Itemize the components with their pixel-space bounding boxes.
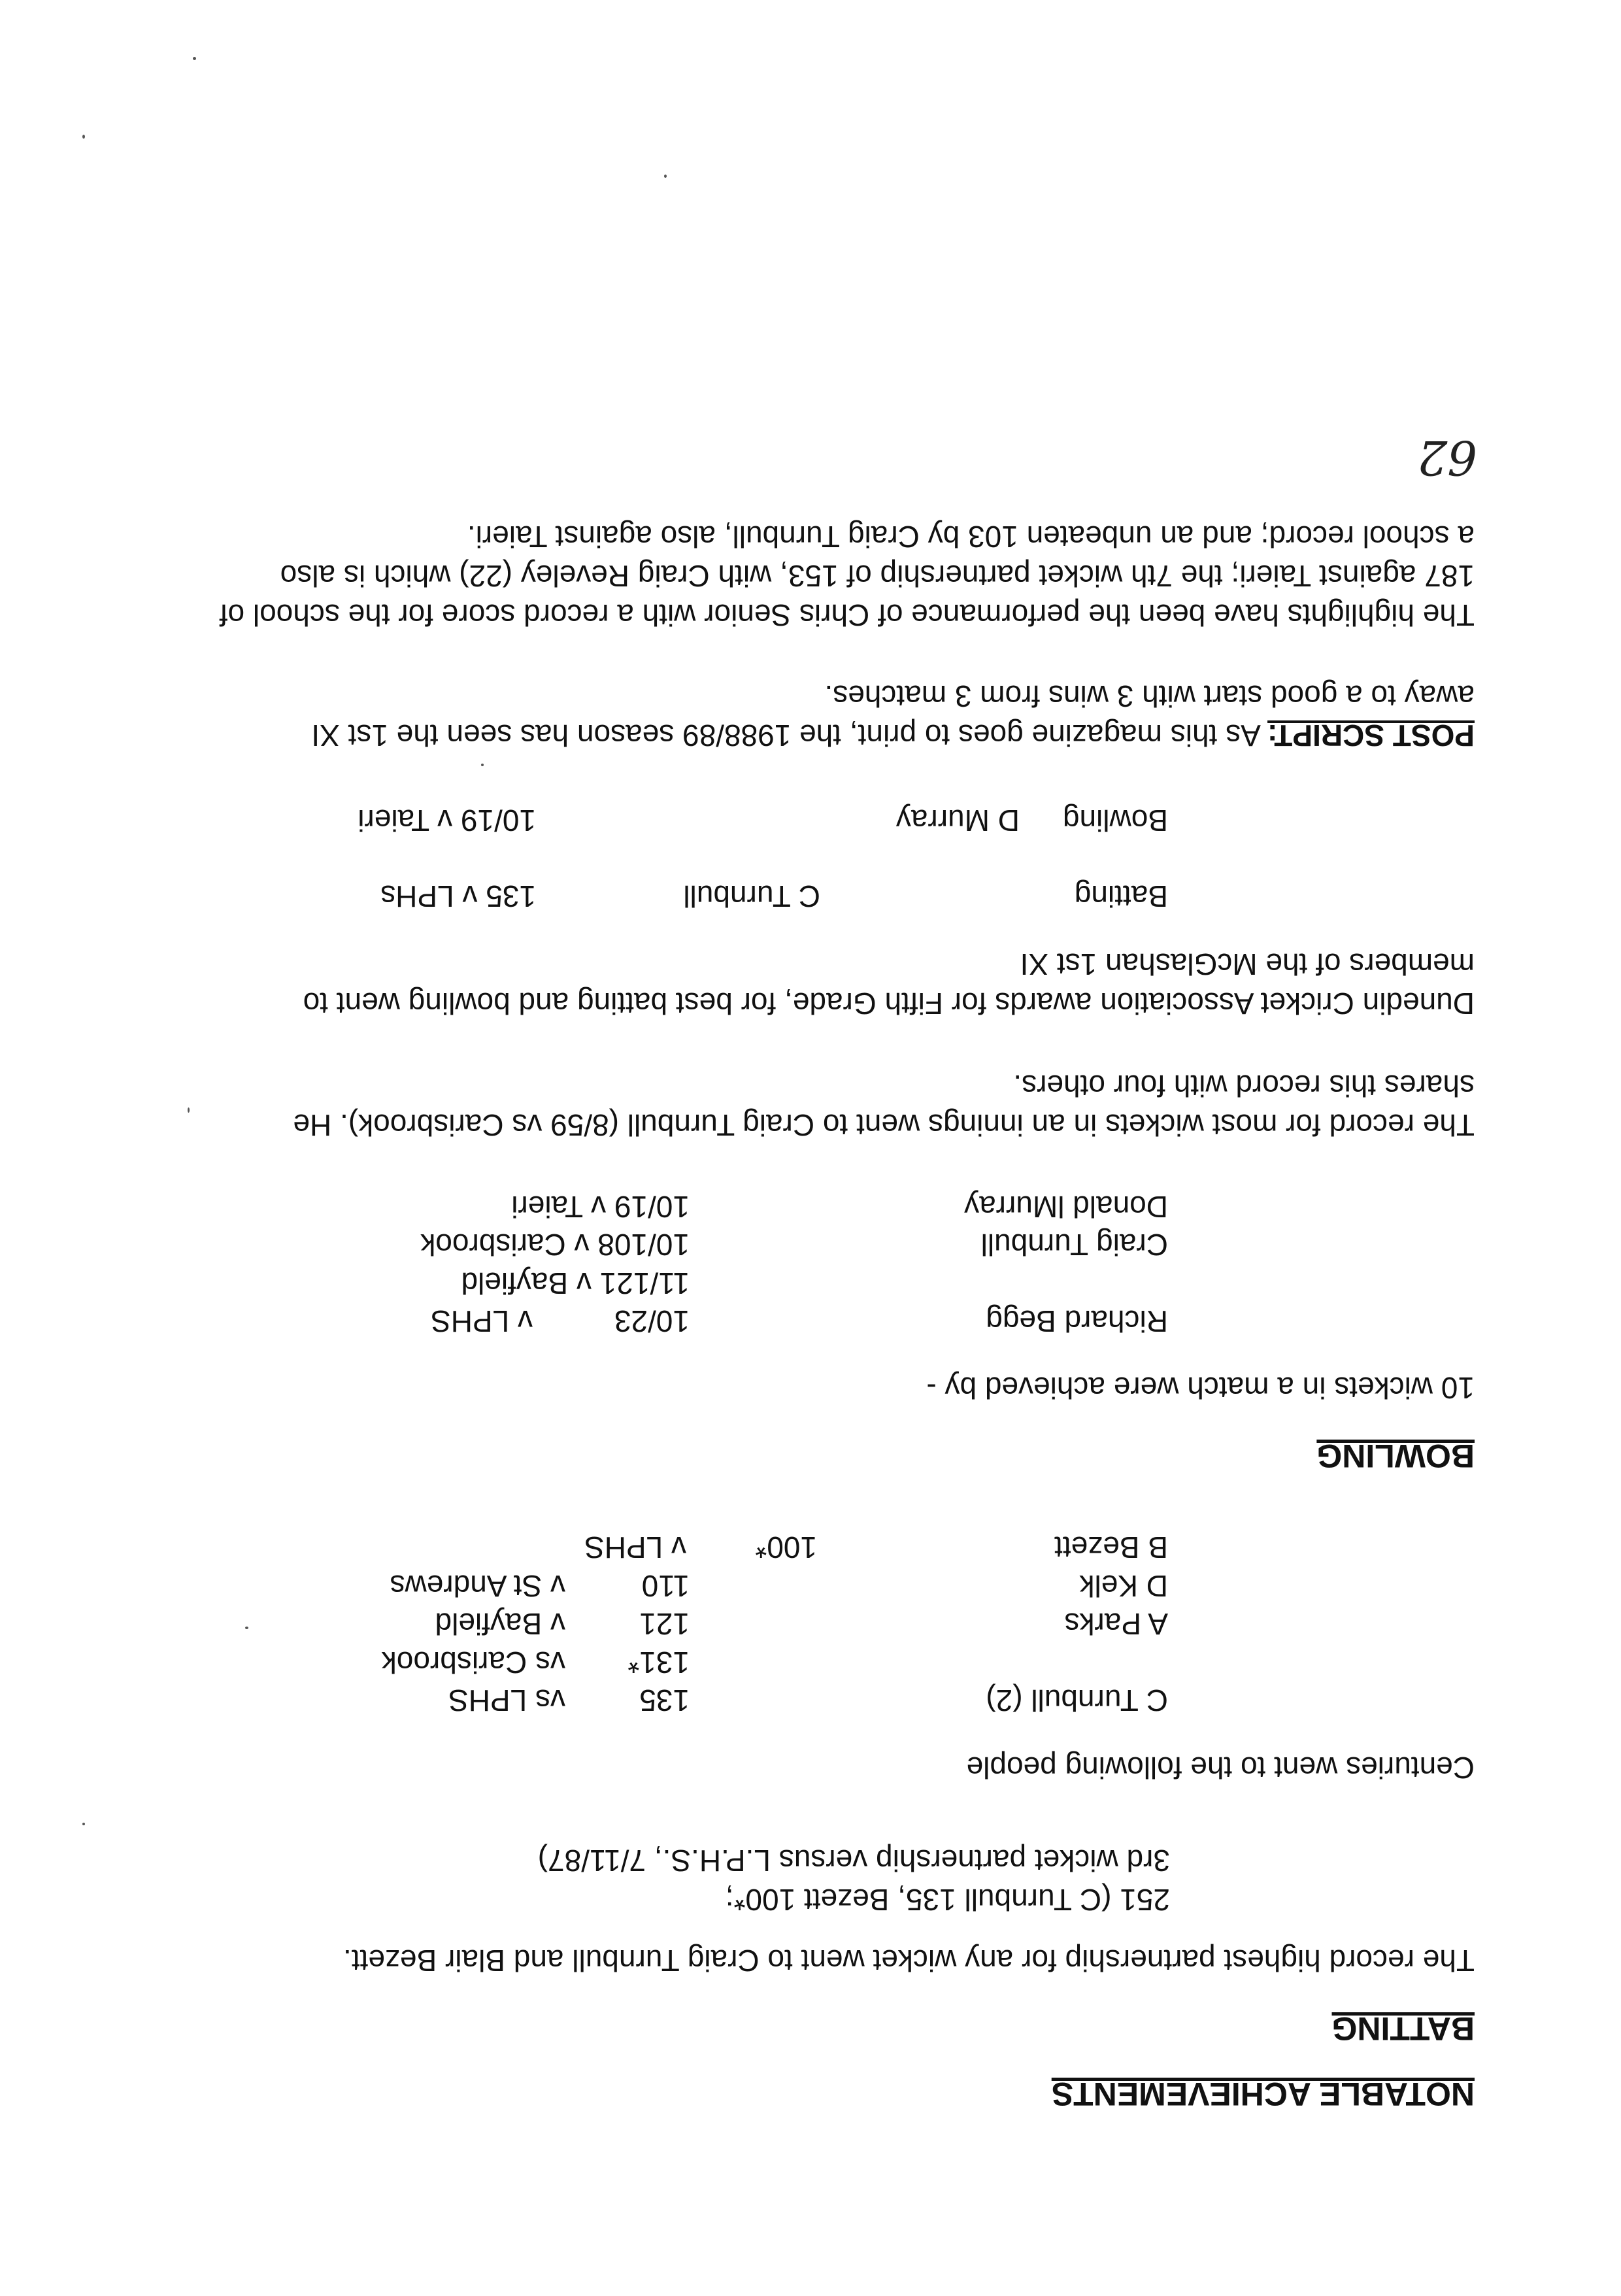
centuries-intro: Centuries went to the following people xyxy=(966,1751,1475,1785)
ten-wickets-name: Craig Turnbull xyxy=(980,1228,1168,1262)
century-name: D Kelk xyxy=(1079,1569,1168,1603)
partnership-score: 251 (C Turnbull 135, Bezett 100*; xyxy=(725,1883,1170,1917)
scan-speck xyxy=(245,1627,248,1629)
ten-wickets-opponent: v LPHS xyxy=(431,1304,533,1338)
ten-wickets-figures: 10/19 v Taieri xyxy=(511,1190,690,1224)
century-opponent: v Bayfield xyxy=(435,1607,565,1641)
century-name: A Parks xyxy=(1064,1607,1168,1641)
award-name: D Murray xyxy=(895,803,1020,837)
postscript-line3: The highlights have been the performance of Chris Senior with a record score for the school of xyxy=(219,598,1475,632)
partnership-intro: The record highest partnership for any wicket went to Craig Turnbull and Blair Bezett. xyxy=(343,1944,1475,1978)
scan-speck xyxy=(188,1107,190,1113)
ten-wickets-figures: 10/108 v Carisbrook xyxy=(420,1228,690,1262)
century-score: 110 xyxy=(641,1569,690,1603)
innings-record-line: The record for most wickets in an innings went to Craig Turnbull (8/59 vs Carisbrook). He xyxy=(293,1108,1475,1142)
postscript-label: POST SCRIPT: xyxy=(1267,718,1475,752)
century-opponent: vs Carisbrook xyxy=(381,1646,565,1680)
award-name: C Turnbull xyxy=(683,879,820,913)
batting-heading: BATTING xyxy=(1331,2010,1475,2047)
award-detail: 10/19 v Taieri xyxy=(358,803,536,837)
innings-record-line: shares this record with four others. xyxy=(1013,1069,1475,1103)
ten-wickets-figures: 11/121 v Bayfield xyxy=(461,1266,690,1300)
award-category: Bowling xyxy=(1062,803,1168,837)
scan-speck xyxy=(193,57,196,60)
postscript-line5: a school record; and an unbeaten 103 by Craig Turnbull, also against Taieri. xyxy=(467,520,1475,554)
century-name: B Bezett xyxy=(1054,1530,1168,1564)
postscript-line2: away to a good start with 3 wins from 3 matches. xyxy=(824,679,1475,713)
century-score: 131* xyxy=(627,1646,690,1680)
ten-wickets-intro: 10 wickets in a match were achieved by - xyxy=(926,1371,1475,1405)
scan-speck xyxy=(481,764,484,766)
ten-wickets-figures: 10/23 xyxy=(614,1304,690,1338)
award-detail: 135 v LPHs xyxy=(380,879,536,913)
century-score: 135 xyxy=(639,1683,690,1717)
awards-line: Dunedin Cricket Association awards for Fifth Grade, for best batting and bowling went to xyxy=(303,987,1475,1021)
scan-speck xyxy=(664,175,667,178)
postscript-line4: 187 against Taieri; the 7th wicket partnership of 153, with Craig Reveley (22) which is also xyxy=(280,559,1475,593)
award-category: Batting xyxy=(1074,879,1168,913)
century-score: 100* xyxy=(755,1530,817,1564)
page-title: NOTABLE ACHIEVEMENTS xyxy=(1051,2076,1475,2112)
century-opponent: v St Andrews xyxy=(390,1569,565,1603)
partnership-detail: 3rd wicket partnership versus L.P.H.S., 7/11/87) xyxy=(537,1844,1170,1878)
page-number: 62 xyxy=(1417,430,1477,485)
century-opponent: v LPHS xyxy=(584,1530,686,1564)
ten-wickets-name: Donald lMurray xyxy=(964,1190,1168,1224)
century-score: 121 xyxy=(639,1607,690,1641)
bowling-heading: BOWLING xyxy=(1316,1438,1475,1474)
postscript-line1-text: As this magazine goes to print, the 1988/89 season has seen the 1st XI xyxy=(311,718,1268,752)
scan-speck xyxy=(82,1823,85,1825)
century-name: C Turnbull (2) xyxy=(986,1683,1168,1717)
scan-speck xyxy=(82,135,85,139)
ten-wickets-name: Richard Begg xyxy=(986,1304,1168,1338)
postscript-line1 xyxy=(311,720,1475,751)
century-opponent: vs LPHS xyxy=(448,1683,565,1717)
awards-line: members of the McGlashan 1st XI xyxy=(1020,947,1475,981)
